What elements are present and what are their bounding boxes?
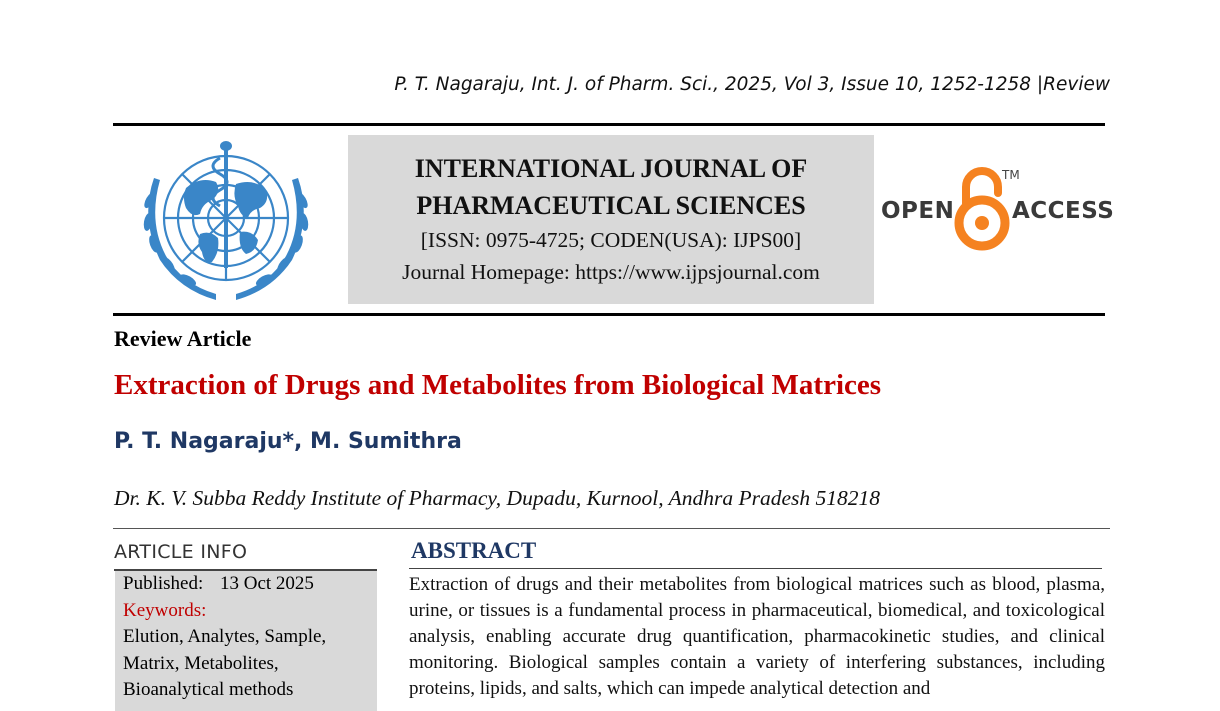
published-date: 13 Oct 2025 [219,573,314,594]
open-access-open-text: OPEN [881,198,955,224]
keywords-line: Matrix, Metabolites, [123,652,279,674]
journal-title-line2: PHARMACEUTICAL SCIENCES [416,191,806,220]
keywords-label: Keywords: [123,599,207,621]
abstract-rule [409,568,1102,569]
journal-title-box [348,135,874,304]
article-type: Review Article [114,326,252,351]
abstract-heading: ABSTRACT [411,538,537,563]
open-access-logo [878,165,1115,253]
article-authors: P. T. Nagaraju*, M. Sumithra [114,429,462,454]
author-affiliation: Dr. K. V. Subba Reddy Institute of Pharmacy, Dupadu, Kurnool, Andhra Pradesh 518218 [114,486,881,510]
keywords-line: Elution, Analytes, Sample, [123,626,327,647]
open-access-trademark: TM [1002,168,1020,182]
journal-emblem-icon [128,138,324,306]
article-info-heading: ARTICLE INFO [114,541,248,563]
article-title: Extraction of Drugs and Metabolites from Biological Matrices [114,369,882,401]
citation-header: P. T. Nagaraju, Int. J. of Pharm. Sci., 2025, Vol 3, Issue 10, 1252-1258 |Review [394,74,1110,95]
abstract-text: Extraction of drugs and their metabolites from biological matrices such as blood, plasma, urine, or tissues is a fundamental process in pharmaceutical, biomedical, and toxicological analysis, enabling accurate drug quantification, pharmacokinetic studies, and clinical monitoring. Biological samples contain a variety of interfering substances, including proteins, lipids, and salts, which can impede analytical detection and [409,574,1105,699]
published-label: Published: [123,573,204,594]
header-bottom-rule [113,313,1105,316]
journal-title-line1: INTERNATIONAL JOURNAL OF [414,154,808,183]
header-top-rule [113,123,1105,126]
published-row [123,571,377,598]
open-access-access-text: ACCESS [1012,198,1115,224]
journal-homepage: Journal Homepage: https://www.ijpsjournal.com [402,260,820,284]
journal-issn: [ISSN: 0975-4725; CODEN(USA): IJPS00] [420,228,802,252]
article-info-box [115,571,377,711]
keywords-line: Bioanalytical methods [123,679,294,700]
section-divider [113,528,1110,529]
journal-title [348,150,874,224]
